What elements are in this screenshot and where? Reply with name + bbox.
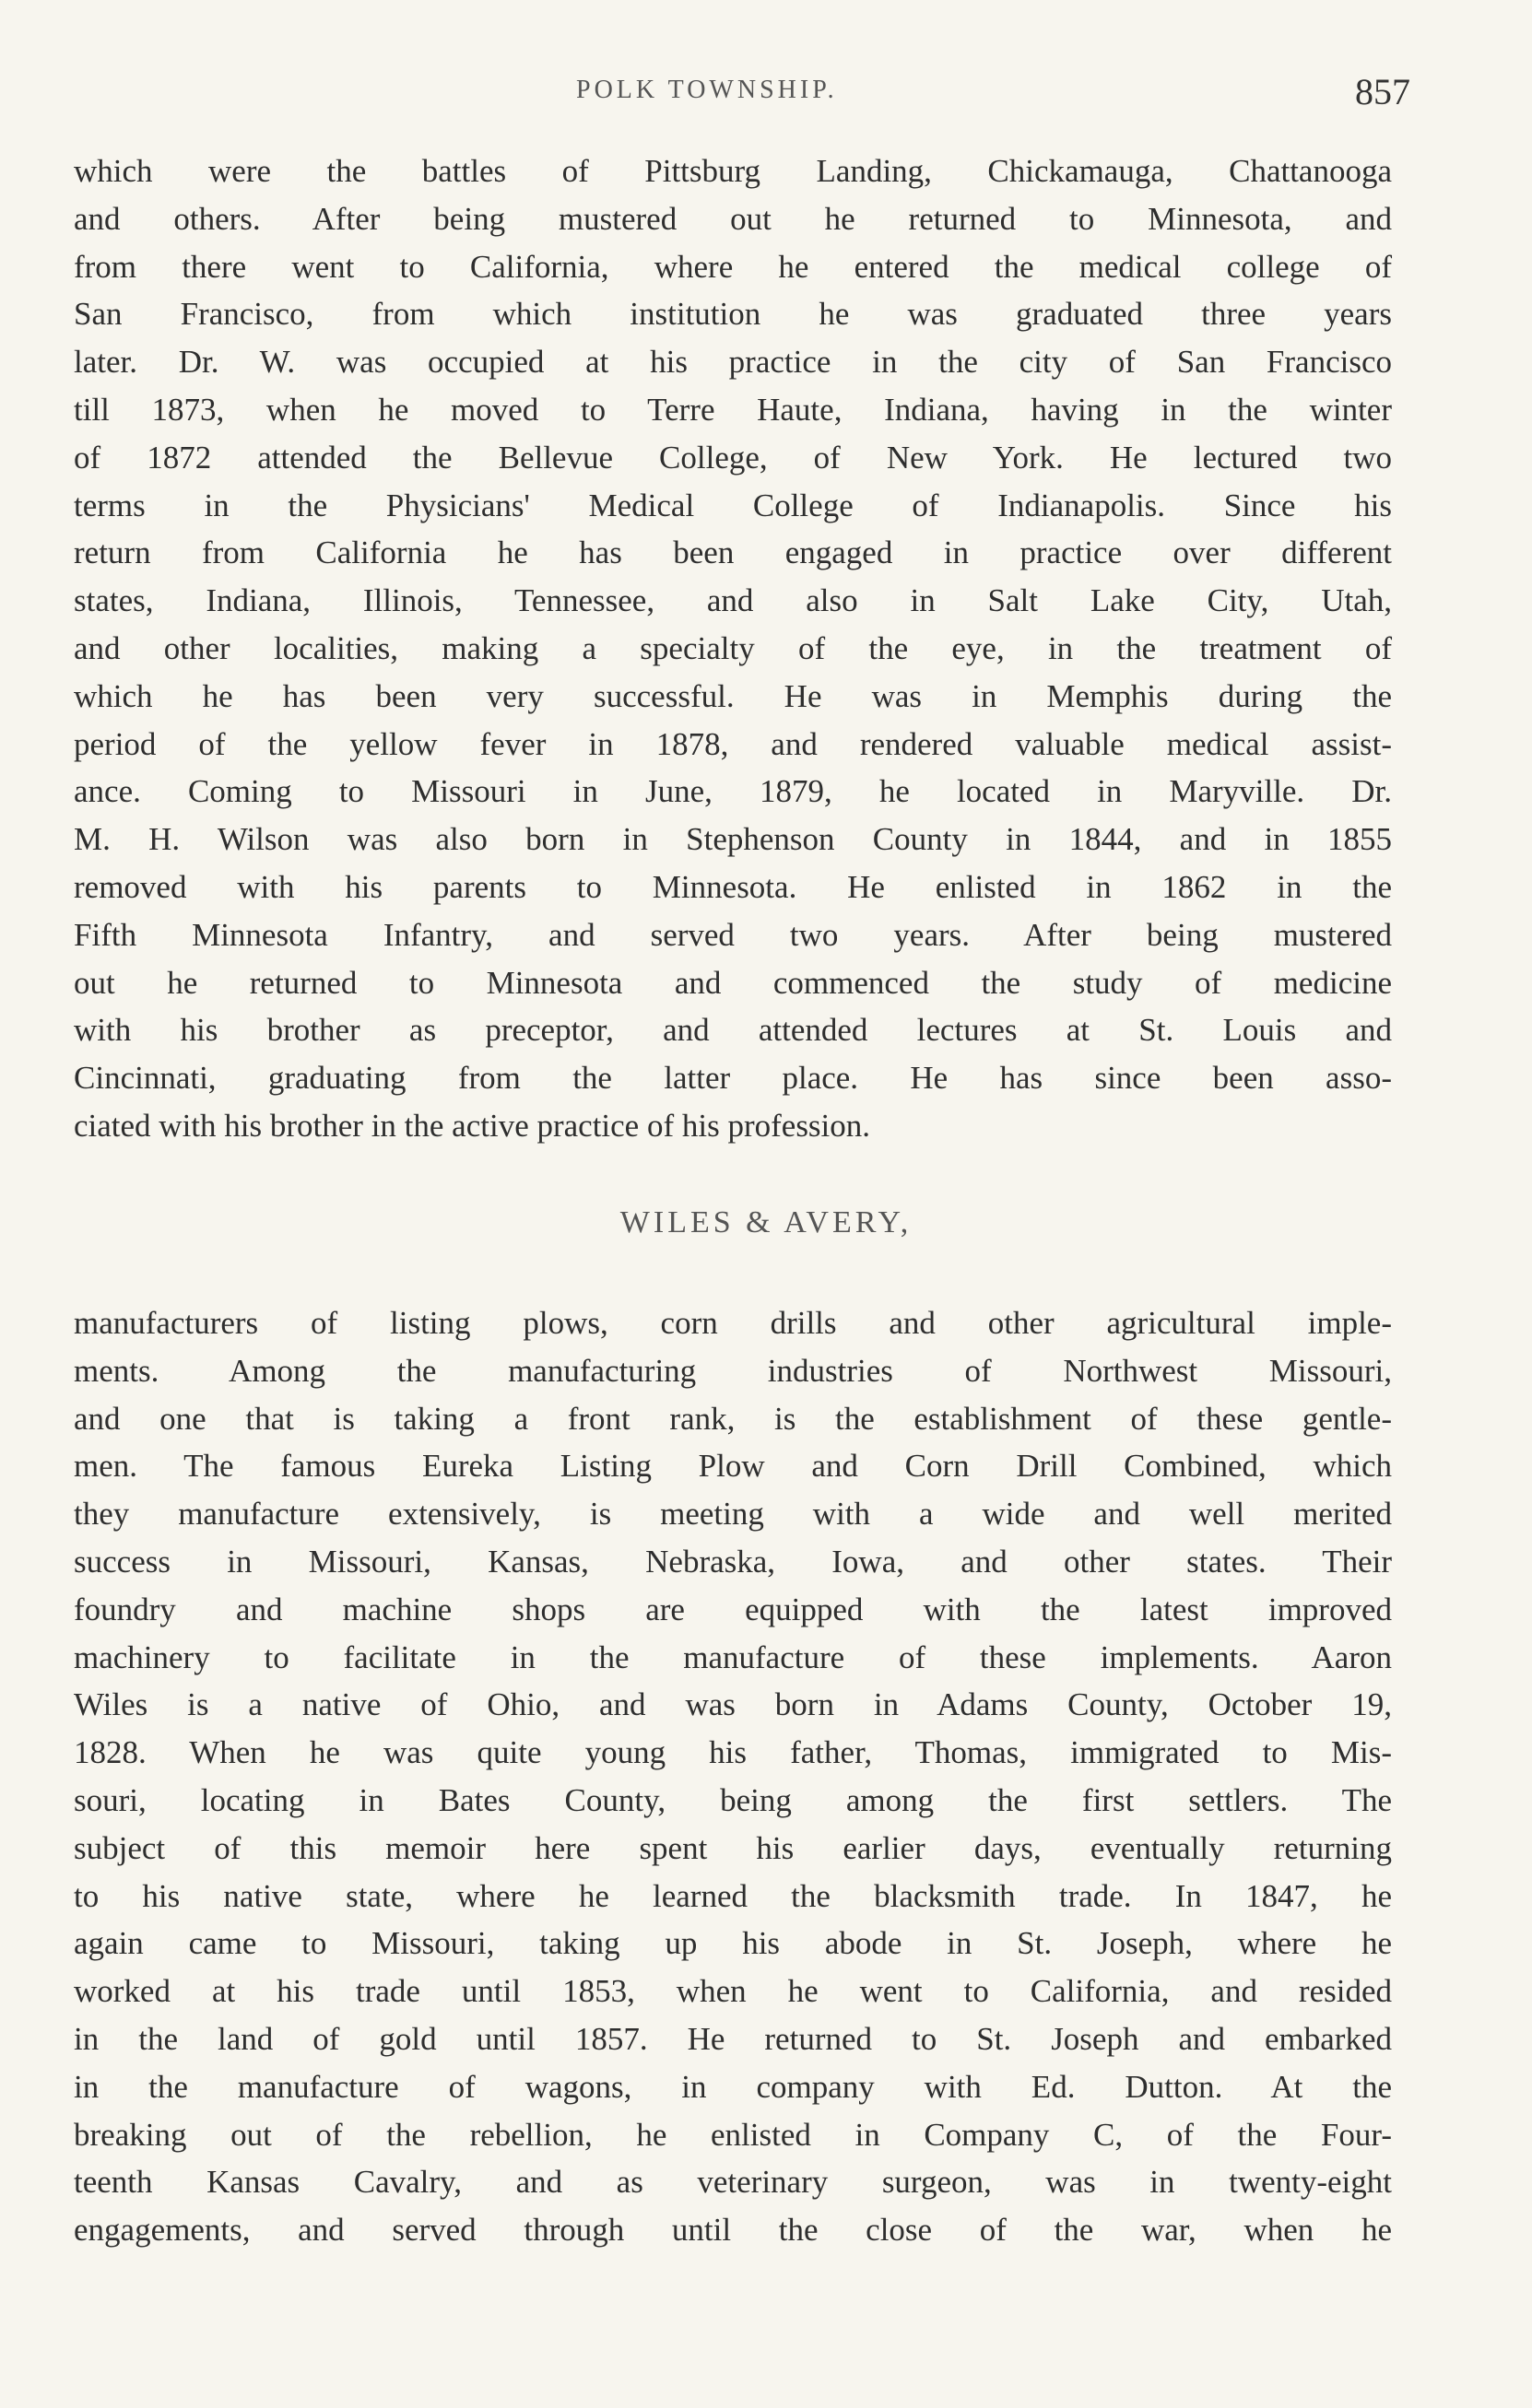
text-line: period of the yellow fever in 1878, and rendered valuable medical assist- <box>74 725 1392 762</box>
text-line: foundry and machine shops are equipped with the latest improved <box>74 1591 1392 1627</box>
text-line: with his brother as preceptor, and attended lectures at St. Louis and <box>74 1012 1392 1049</box>
section-heading: WILES & AVERY, <box>619 1205 913 1239</box>
text-line: later. Dr. W. was occupied at his practice in the city of San Francisco <box>74 344 1392 381</box>
text-line: out he returned to Minnesota and commenced the study of medicine <box>74 964 1392 1001</box>
running-title: POLK TOWNSHIP. <box>576 76 838 104</box>
text-line: and others. After being mustered out he returned to Minnesota, and <box>74 200 1392 237</box>
text-line: breaking out of the rebellion, he enlisted in Company C, of the Four- <box>74 2116 1392 2153</box>
text-line: removed with his parents to Minnesota. He enlisted in 1862 in the <box>74 868 1392 905</box>
running-head <box>74 71 1410 131</box>
text-line: engagements, and served through until the close of the war, when he <box>74 2212 1392 2249</box>
text-line: Cincinnati, graduating from the latter place. He has since been asso- <box>74 1060 1392 1097</box>
text-line: from there went to California, where he entered the medical college of <box>74 248 1392 285</box>
text-line: ments. Among the manufacturing industries of Northwest Missouri, <box>74 1352 1392 1389</box>
text-line: worked at his trade until 1853, when he went to California, and resided <box>74 1973 1392 2010</box>
text-line: souri, locating in Bates County, being among the first settlers. The <box>74 1781 1392 1818</box>
text-line: ance. Coming to Missouri in June, 1879, he located in Maryville. Dr. <box>74 773 1392 810</box>
text-line: in the land of gold until 1857. He returned to St. Joseph and embarked <box>74 2020 1392 2057</box>
text-line: success in Missouri, Kansas, Nebraska, Iowa, and other states. Their <box>74 1543 1392 1580</box>
text-line: San Francisco, from which institution he was graduated three years <box>74 296 1392 333</box>
page-number: 857 <box>1355 71 1410 112</box>
text-line: which he has been very successful. He was in Memphis during the <box>74 677 1392 714</box>
text-line: ciated with his brother in the active practice of his profession. <box>74 1107 871 1144</box>
text-line: to his native state, where he learned the blacksmith trade. In 1847, he <box>74 1877 1392 1914</box>
text-line: return from California he has been engaged in practice over different <box>74 534 1392 571</box>
text-line: 1828. When he was quite young his father, Thomas, immigrated to Mis- <box>74 1734 1392 1771</box>
text-line: again came to Missouri, taking up his abode in St. Joseph, where he <box>74 1925 1392 1962</box>
text-line: states, Indiana, Illinois, Tennessee, and also in Salt Lake City, Utah, <box>74 582 1392 619</box>
text-line: which were the battles of Pittsburg Landing, Chickamauga, Chattanooga <box>74 153 1392 189</box>
text-line: teenth Kansas Cavalry, and as veterinary surgeon, was in twenty-eight <box>74 2164 1392 2201</box>
text-line: Fifth Minnesota Infantry, and served two years. After being mustered <box>74 916 1392 953</box>
text-line: and other localities, making a specialty of the eye, in the treatment of <box>74 629 1392 666</box>
paragraph-wiles-avery <box>74 1299 1392 2254</box>
text-line: manufacturers of listing plows, corn drills and other agricultural imple- <box>74 1305 1392 1341</box>
text-line: terms in the Physicians' Medical College of Indianapolis. Since his <box>74 487 1392 523</box>
text-line: and one that is taking a front rank, is the establishment of these gentle- <box>74 1400 1392 1437</box>
text-line: Wiles is a native of Ohio, and was born in Adams County, October 19, <box>74 1686 1392 1723</box>
paragraph-wilson-biography <box>74 147 1392 1150</box>
text-line: M. H. Wilson was also born in Stephenson County in 1844, and in 1855 <box>74 821 1392 858</box>
text-line: subject of this memoir here spent his earlier days, eventually returning <box>74 1829 1392 1866</box>
text-line: of 1872 attended the Bellevue College, of New York. He lectured two <box>74 439 1392 476</box>
text-line: men. The famous Eureka Listing Plow and Corn Drill Combined, which <box>74 1448 1392 1485</box>
text-line: in the manufacture of wagons, in company with Ed. Dutton. At the <box>74 2068 1392 2105</box>
text-line: machinery to facilitate in the manufacture of these implements. Aaron <box>74 1639 1392 1675</box>
text-line: till 1873, when he moved to Terre Haute, Indiana, having in the winter <box>74 391 1392 428</box>
text-line: they manufacture extensively, is meeting with a wide and well merited <box>74 1496 1392 1533</box>
